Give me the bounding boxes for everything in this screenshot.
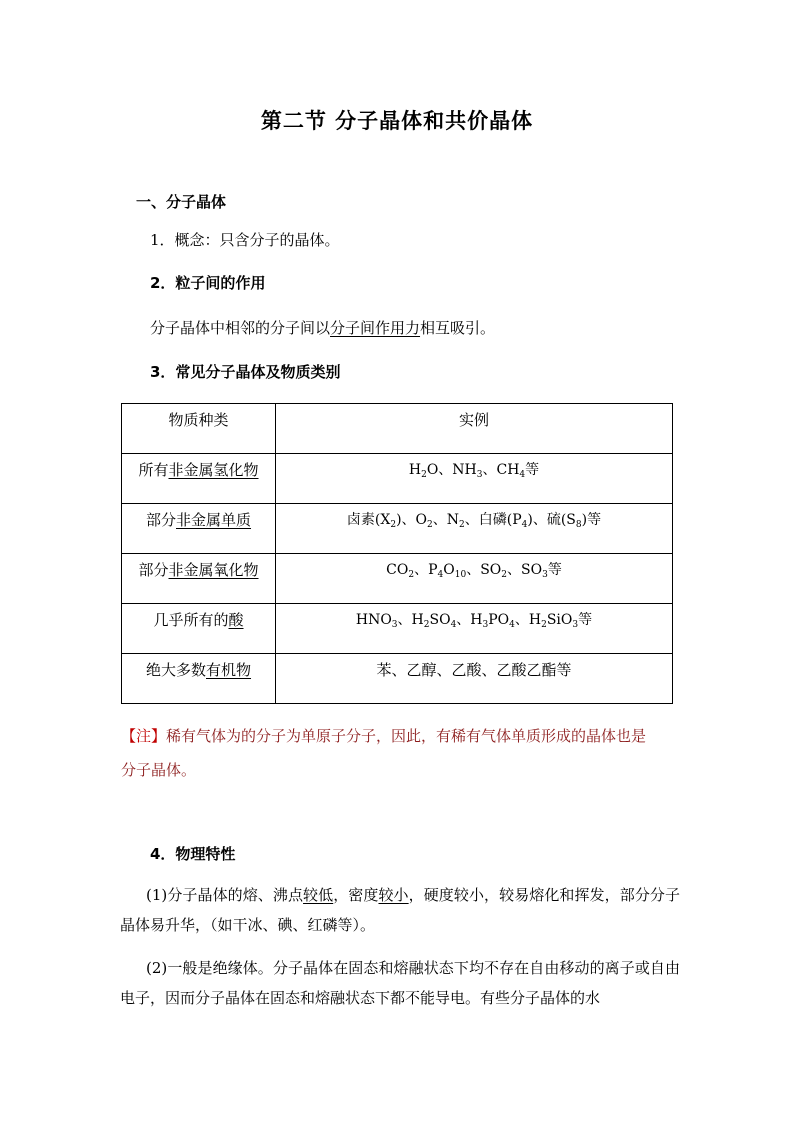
text-segment: ，硬度较小，较易熔化和挥发，部分分子晶体易升华，（如干冰、碘、红磷等）。: [120, 886, 680, 934]
table-header-row: [122, 404, 673, 454]
table-row: [122, 554, 673, 604]
paragraph-physical-2: (2)一般是绝缘体。分子晶体在固态和熔融状态下均不存在自由移动的离子或自由电子，因而分子晶体在固态和熔融状态下都不能导电。有些分子晶体的水: [120, 959, 680, 1007]
note-text: 稀有气体为的分子为单原子分子，因此，有稀有气体单质形成的晶体也是: [166, 727, 647, 745]
table-cell-category: [122, 654, 276, 704]
table-row: [122, 654, 673, 704]
table-cell-category: [122, 454, 276, 504]
text-segment: 绝大多数: [145, 661, 206, 679]
page-title: 第二节 分子晶体和共价晶体: [260, 109, 534, 133]
text-segment: 所有: [138, 461, 169, 479]
table-cell-examples: $H_2O$、$NH_3$、$CH_4$等: [276, 454, 673, 504]
section-heading-molecular-crystal: 一、分子晶体: [136, 193, 227, 211]
text-segment: 相互吸引。: [420, 319, 496, 337]
item-particle-interaction: 2．粒子间的作用: [150, 274, 266, 292]
text-segment: 部分: [138, 561, 169, 579]
underlined-term: 非金属单质: [176, 511, 252, 529]
table-cell-category: [122, 554, 276, 604]
table-cell-examples: 苯、乙醇、乙酸、乙酸乙酯等: [276, 654, 673, 704]
table-cell-category: [122, 604, 276, 654]
table-row: [122, 604, 673, 654]
item-physical-properties: 4．物理特性: [150, 845, 236, 863]
text-segment: 几乎所有的: [153, 611, 229, 629]
underlined-term: 酸: [228, 611, 244, 629]
text-segment: (1)分子晶体的熔、沸点: [146, 886, 304, 904]
note-line-1: [121, 725, 646, 746]
text-segment: 部分: [145, 511, 176, 529]
table-cell-examples: 卤素$(X_2)$、$O_2$、$N_2$、白磷$(P_4)$、硫$(S_8)$等: [276, 504, 673, 554]
underlined-term: 非金属氢化物: [168, 461, 259, 479]
text-segment: ，密度: [333, 886, 379, 904]
table-cell-category: [122, 504, 276, 554]
underlined-term: 较小: [378, 886, 409, 904]
note-label: 【注】: [121, 727, 167, 745]
note-line-2: 分子晶体。: [121, 761, 197, 779]
table-row: [122, 504, 673, 554]
table-header-cell: 物质种类: [122, 404, 276, 454]
table-row: [122, 454, 673, 504]
underlined-term: 非金属氧化物: [168, 561, 259, 579]
item-concept: 1．概念：只含分子的晶体。: [150, 231, 340, 249]
underlined-term: 较低: [303, 886, 334, 904]
crystal-types-table: [121, 403, 673, 704]
underlined-term: 分子间作用力: [330, 319, 421, 337]
table-cell-examples: $HNO_3$、$H_2SO_4$、$H_3PO_4$、$H_2SiO_3$等: [276, 604, 673, 654]
text-segment: 分子晶体中相邻的分子间以: [150, 319, 331, 337]
item-common-crystals: 3．常见分子晶体及物质类别: [150, 363, 341, 381]
particle-interaction-text: [150, 317, 495, 338]
table-header-cell: 实例: [276, 404, 673, 454]
paragraph-physical-1: [120, 880, 680, 940]
table-cell-examples: $CO_2$、$P_4O_{10}$、$SO_2$、$SO_3$等: [276, 554, 673, 604]
underlined-term: 有机物: [206, 661, 252, 679]
